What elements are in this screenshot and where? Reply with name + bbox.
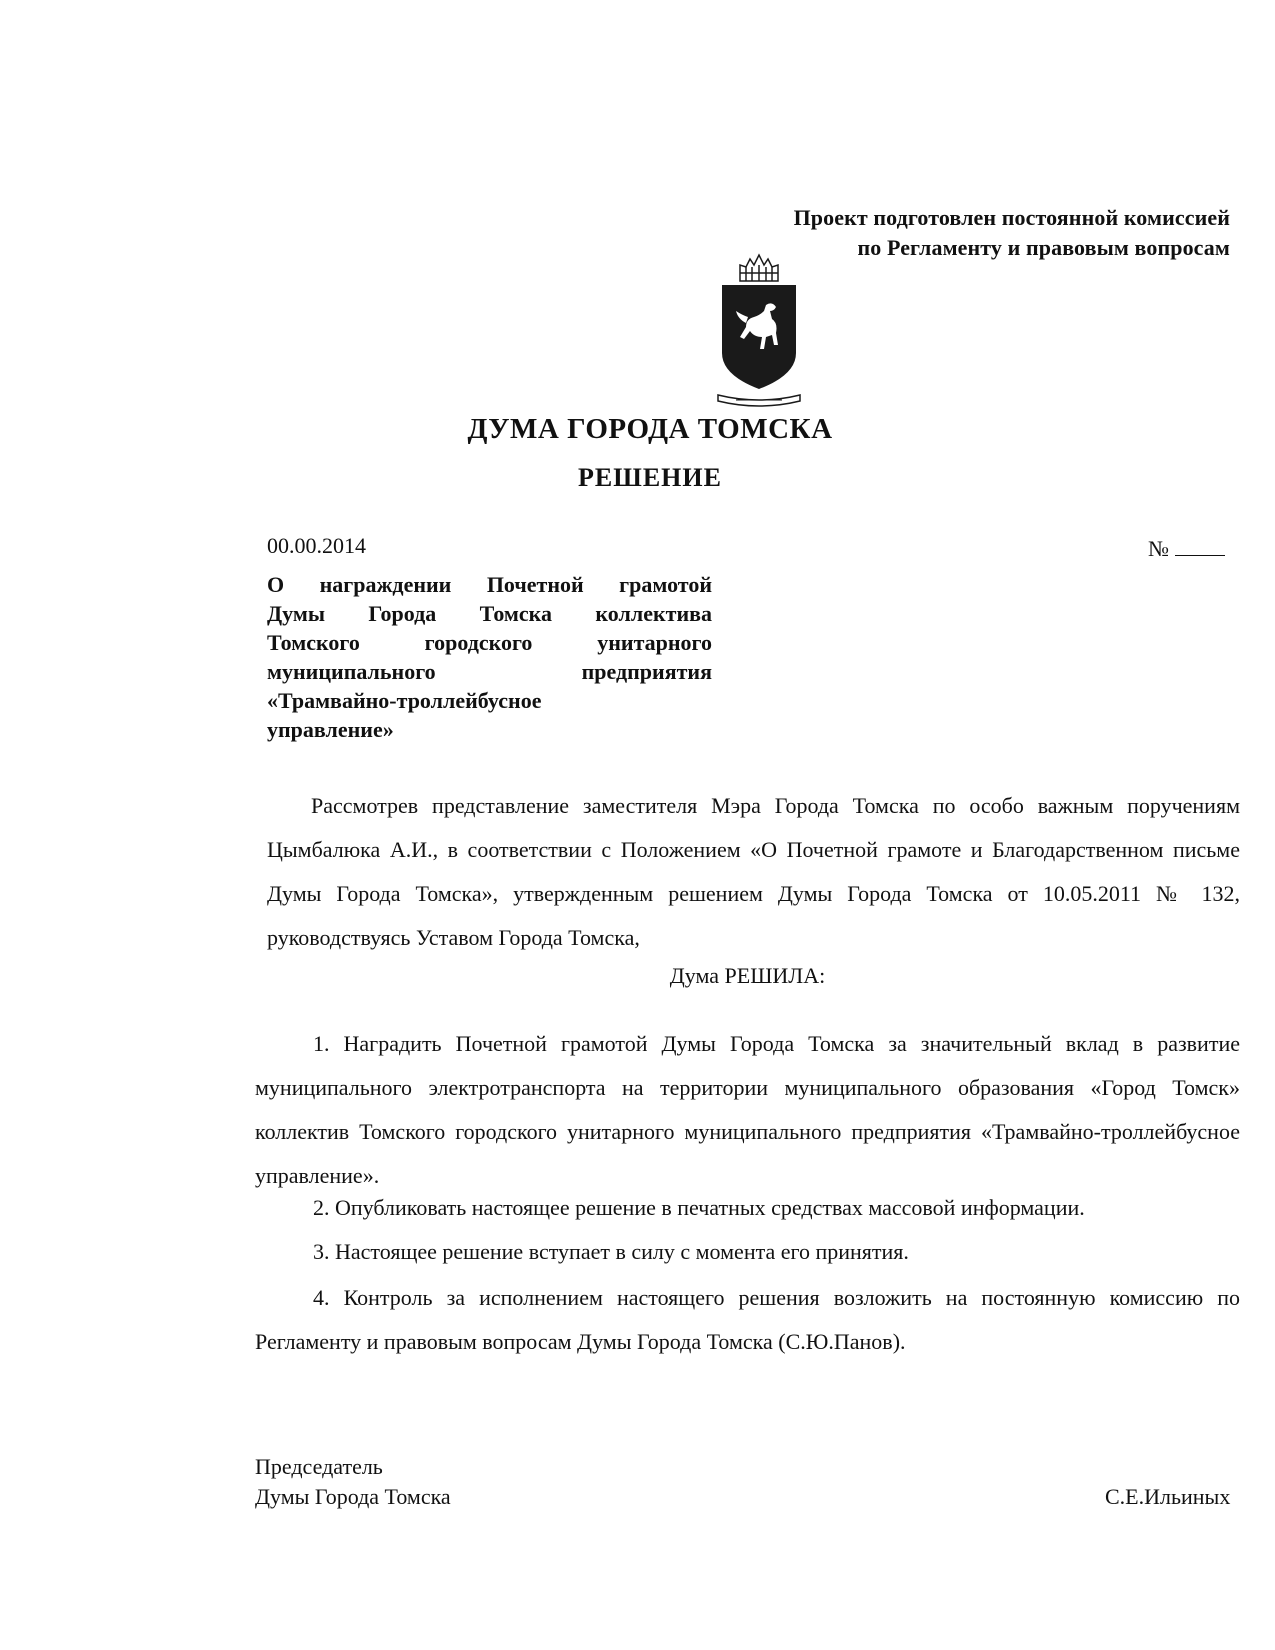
document-type: РЕШЕНИЕ	[578, 463, 722, 492]
subject-line: муниципального предприятия	[267, 659, 712, 684]
tomsk-coat-of-arms-icon	[716, 253, 802, 411]
subject-line: Томского городского унитарного	[267, 630, 712, 655]
preamble-paragraph: Рассмотрев представление заместителя Мэра Города Томска по особо важным поручениям Цымбалюка А.И., в соответствии с Положением «О Почетной грамоте и Благодарственном письме Думы Города Томска», утвержденным решением Думы Города Томска от 10.05.2011 № 132, руководствуясь Уставом Города Томска,	[267, 793, 1240, 950]
header-note	[794, 203, 1230, 263]
number-label: №	[1148, 536, 1169, 561]
header-note-line-1: Проект подготовлен постоянной комиссией	[793, 205, 1230, 230]
document-number	[1148, 536, 1225, 562]
number-blank	[1175, 537, 1225, 556]
document-date: 00.00.2014	[267, 533, 366, 558]
organization-title: ДУМА ГОРОДА ТОМСКА	[467, 413, 833, 445]
document-subject	[267, 570, 712, 744]
resolved-heading: Дума РЕШИЛА:	[669, 963, 826, 988]
header-note-line-2: по Регламенту и правовым вопросам	[857, 235, 1230, 260]
resolution-item-4: 4. Контроль за исполнением настоящего решения возложить на постоянную комиссию по Регламенту и правовым вопросам Думы Города Томска (С.Ю.Панов).	[255, 1285, 1240, 1354]
subject-line: управление»	[267, 717, 394, 742]
resolution-item-1: 1. Наградить Почетной грамотой Думы Города Томска за значительный вклад в развитие муниципального электротранспорта на территории муниципального образования «Город Томск» коллектив Томского городского унитарного муниципального предприятия «Трамвайно-троллейбусное управление».	[255, 1031, 1240, 1188]
subject-line: Думы Города Томска коллектива	[267, 601, 712, 626]
subject-line: О награждении Почетной грамотой	[267, 572, 712, 597]
resolution-item-3: 3. Настоящее решение вступает в силу с момента его принятия.	[313, 1239, 909, 1264]
signer-title-line-1: Председатель	[255, 1454, 383, 1479]
signer-name: С.Е.Ильиных	[1105, 1484, 1231, 1509]
signer-title-line-2: Думы Города Томска	[255, 1484, 451, 1509]
signer-title	[255, 1452, 451, 1512]
resolution-item-2: 2. Опубликовать настоящее решение в печатных средствах массовой информации.	[313, 1195, 1085, 1220]
subject-line: «Трамвайно-троллейбусное	[267, 688, 542, 713]
